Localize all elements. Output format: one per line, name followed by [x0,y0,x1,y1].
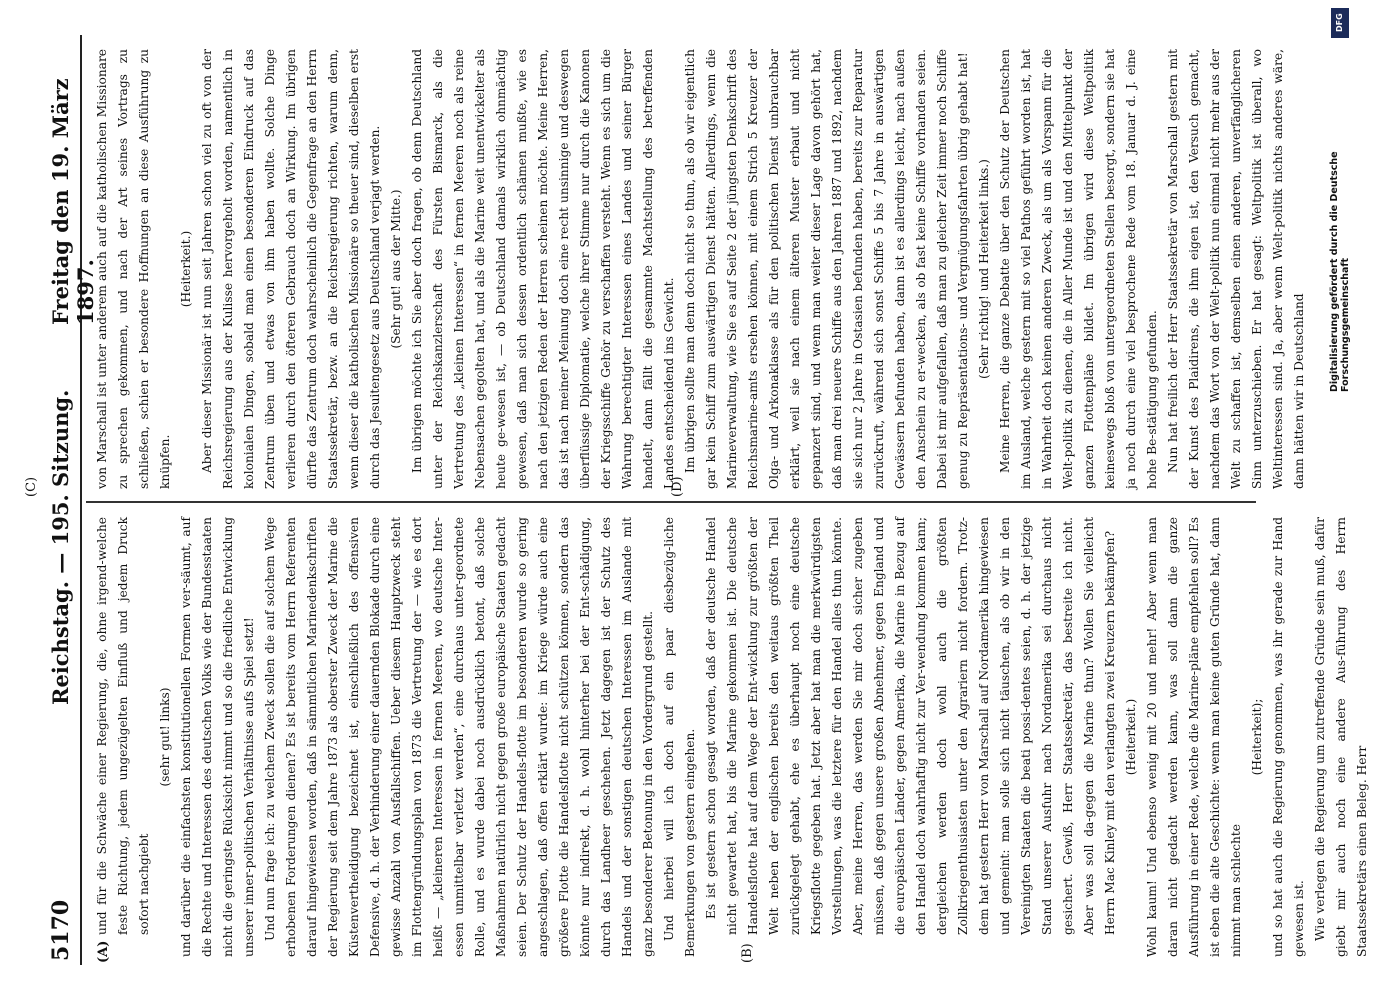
page-number: 5170 [48,899,74,961]
paragraph: Wie verlegen die Regierung um zutreffende Gründe sein muß, dafür giebt mir auch noch eine andere Aus-führung des Herrn Staatssekretärs einen Beleg. Herr [1313,517,1369,957]
paragraph: Im übrigen möchte ich Sie aber doch fragen, ob denn Deutschland unter der Reichskanzlerschaft des Fürsten Bismarck, als die Vertretung des „kleinen Interessen“ in fernen Meeren noch als reine Nebensachen gegolten hat, und als die Marine weit unentwickelter als heute ge-wesen ist, — ob Deutschland damals wirklich ohnmächtig gewesen, daß man sich dessen ordentlich schämen mußte, wie es nach den jetzigen Reden der Herren scheinen möchte. Meine Herren, das ist nach meiner Meinung doch eine recht unsinnige und deswegen überflüssige Diplomatie, welche ihrer Stimme nur durch die Kanonen der Kriegsschiffe Gehör zu verschaffen versteht. Wenn es sich um die Wahrung berechtigter Interessen eines Landes und seiner Bürger handelt, dann fällt die gesammte Machtstellung des betreffenden Landes entscheidend ins Gewicht. [410,49,676,489]
paragraph: Und hierbei will ich doch auf ein paar diesbezüg-liche Bemerkungen von gestern eingehen. [662,517,697,957]
paragraph: Es ist gestern schon gesagt worden, daß der deutsche Handel nicht gewartet hat, bis die Marine gekommen ist. Die deutsche Handelsflotte hat auf dem Wege der Ent-wicklung zur größten der Welt neben der englischen bereits den weitaus größten Theil zurückgelegt gehabt, ehe es überhaupt noch eine deutsche Kriegsflotte gegeben hat. Jetzt aber hat man die merkwürdigsten Vorstellungen, was die letztere für den Handel alles thun könnte. Aber, meine Herren, das werden Sie mir doch sicher zugeben müssen, daß gegen unsere großen Abnehmer, gegen England und die europäischen Länder, gegen Amerika, die Marine in Bezug auf den Handel doch wahrhaftig nicht zur Ver-wendung kommen kann; dergleichen werden doch wohl auch die größten Zollkriegenthusiasten unter den Agrariern nicht fordern. Trotz-dem hat gestern Herr von Marschall auf Nordamerika hingewiesen und gemeint: man solle sich nicht täuschen, als ob wir in den Vereinigten Staaten die beati possi-dentes seien, d. h. der jetzige Stand unserer Ausfuhr nach Nordamerika sei durchaus nicht gesichert. Gewiß, Herr Staatssekretär, das bestreite ich nicht. Aber was soll da-gegen die Marine thun? Wollen Sie vielleicht Herrn Mac Kinley mit den verlangten zwei Kreuzern bekämpfen? [704,517,1117,935]
margin-marker-c: (C) [24,476,39,497]
margin-marker-d: (D) [670,476,685,497]
digitization-credit: Digitalisierung gefördert durch die Deutsche Forschungsgemeinschaft [1329,151,1351,392]
margin-marker-a: (A) [96,940,111,963]
column-divider [86,501,1256,503]
interjection: (Sehr gut! aus der Mitte.) [389,189,403,349]
paragraph: Meine Herren, die ganze Debatte über den Schutz der Deutschen im Ausland, welche gestern mit so viel Pathos geführt worden ist, hat in Wahrheit doch keinen anderen Zweck, als um als Vorspann für die Welt-politik zu dienen, die in Aller Munde ist und den Mittelpunkt der ganzen Flottenpläne bildet. Im übrigen wird diese Weltpolitik keineswegs bloß von untergeordneten Stellen besorgt, sondern sie hat ja noch durch eine viel besprochene Rede vom 18. Januar d. J. eine hohe Be-stätigung gefunden. [998,49,1159,489]
margin-marker-b: (B) [740,943,755,963]
paragraph: Nun hat freilich der Herr Staatssekretär von Marschall gestern mit der Kunst des Plaidirens, die ihm eigen ist, den Versuch gemacht, nachdem das Wort von der Welt-politik nun einmal nicht mehr aus der Welt zu schaffen ist, demselben einen anderen, unverfänglicheren Sinn unterzuschieben. Er hat gesagt: Weltpolitik ist überall, wo Weltinteressen sind. Ja, aber wenn Welt-politik nichts anderes wäre, dann hätten wir in Deutschland [1166,49,1306,489]
interjection: (sehr gut! links) [158,687,172,787]
interjection: (Heiterkeit.) [179,230,193,308]
interjection: (Sehr richtig! und Heiterkeit links.) [977,159,991,379]
paragraph: und für die Schwäche einer Regierung, die, ohne irgend-welche feste Richtung, jedem ungezügelten Einfluß und jedem Druck sofort nachgiebt [95,517,151,935]
paragraph: Wohl kaum! Und ebenso wenig mit 20 und mehr! Aber wenn man daran nicht gedacht werden kann, was soll dann die ganze Ausführung in einer Rede, welche die Marine-pläne empfehlen soll? Es ist eben die alte Geschichte: wenn man keine guten Gründe hat, dann nimmt man schlechte [1145,517,1243,957]
paragraph: von Marschall ist unter anderem auch auf die katholischen Missionare zu sprechen gekommen, und nach der Art seines Vortrags zu schließen, schien er besondere Hoffnungen an diese Ausführung zu knüpfen. [95,49,172,489]
paragraph: und darüber die einfachsten konstitutionellen Formen ver-säumt, auf die Rechte und Interessen des deutschen Volks wie der Bundesstaaten nicht die geringste Rücksicht nimmt und so die friedliche Entwicklung unserer inner-politischen Verhältnisse aufs Spiel setzt! [179,517,256,957]
paragraph: Aber dieser Missionär ist nun seit Jahren schon viel zu oft von der Reichsregierung aus der Kulisse hervorgeholt worden, namentlich in kolonialen Dingen, sobald man einen besonderen Eindruck auf das Zentrum üben und etwas von ihm haben wollte. Solche Dinge verlieren durch den öfteren Gebrauch doch an Wirkung. Im übrigen dürfte das Zentrum doch wahrscheinlich die Gegenfrage an den Herrn Staatssekretär, bezw. an die Reichsregierung richten, warum denn, wenn dieser die katholischen Missionäre so theuer sind, dieselben erst durch das Jesuitengesetz aus Deutschland verjagt werden. [200,49,382,489]
text-column-right [92,49,1306,489]
text-column-left [92,517,1369,957]
dfg-logo: DFG [1331,8,1349,38]
page-header [40,35,98,965]
interjection: (Heiterkeit); [1250,698,1264,776]
session-title: Reichstag. — 195. Sitzung. [48,389,73,705]
paragraph: Und nun frage ich: zu welchem Zweck sollen die auf solchem Wege erhobenen Forderungen dienen? Es ist bereits vom Herrn Referenten darauf hingewiesen worden, daß in sämmtlichen Marinedenkschriften der Regierung seit dem Jahre 1873 als oberster Zweck der Marine die Küstenvertheidigung bezeichnet ist, einschließlich des offensiven Defensive, d. h. der Verhinderung einer dauernden Blokade durch eine gewisse Anzahl von Ausfallschiffen. Ueber diesem Hauptzweck steht im Flottengründungsplan von 1873 die Vertretung der — wie es dort heißt — „kleineren Interessen in fernen Meeren, wo deutsche Inter-essen unmittelbar verletzt werden“, eine durchaus unter-geordnete Rolle, und es wurde dabei noch ausdrücklich betont, daß solche Maßnahmen natürlich nicht gegen große europäische Staaten gedacht seien. Der Schutz der Handels-flotte im besonderen wurde so gering angeschlagen, daß offen erklärt wurde: im Kriege würde auch eine größere Flotte die Handelsflotte nicht schützen können, sondern das könnte nur indirekt, d. h. wohl hinterher bei der Ent-schädigung, durch das Landheer geschehen. Jetzt dagegen ist der Schutz des Handels und der sonstigen deutschen Interessen im Auslande mit ganz besonderer Betonung in den Vordergrund gestellt. [263,517,655,957]
paragraph: Im übrigen sollte man denn doch nicht so thun, als ob wir eigentlich gar kein Schiff zum auswärtigen Dienst hätten. Allerdings, wenn die Marineverwaltung, wie Sie es auf Seite 2 der jüngsten Denkschrift des Reichsmarine-amts ersehen können, mit einem Strich 5 Kreuzer der Olga- und Arkonaklasse als für den politischen Dienst unbrauchbar erklärt, weil sie nach einem älteren Muster erbaut und nicht gepanzert sind, und wenn man weiter dieser Lage davon gehört hat, daß man drei neuere Schiffe aus den Jahren 1887 und 1892, nachdem sie sich nur 2 Jahre in Ostasien befunden haben, bereits zur Reparatur zurückruft, während sich sonst Schiffe 5 bis 7 Jahre in auswärtigen Gewässern befunden haben, dann ist es allerdings leicht, nach außen den Anschein zu er-wecken, als ob fast keine Schiffe vorhanden seien. Dabei ist mir aufgefallen, daß man zu gleicher Zeit immer noch Schiffe genug zu Repräsentations- und Vergnügungsfahrten übrig gehabt hat! [683,49,970,489]
session-date: Freitag den 19. März 1897. [48,78,98,325]
interjection: (Heiterkeit.) [1124,698,1138,776]
paragraph: und so hat auch die Regierung genommen, was ihr gerade zur Hand gewesen ist. [1271,517,1306,957]
